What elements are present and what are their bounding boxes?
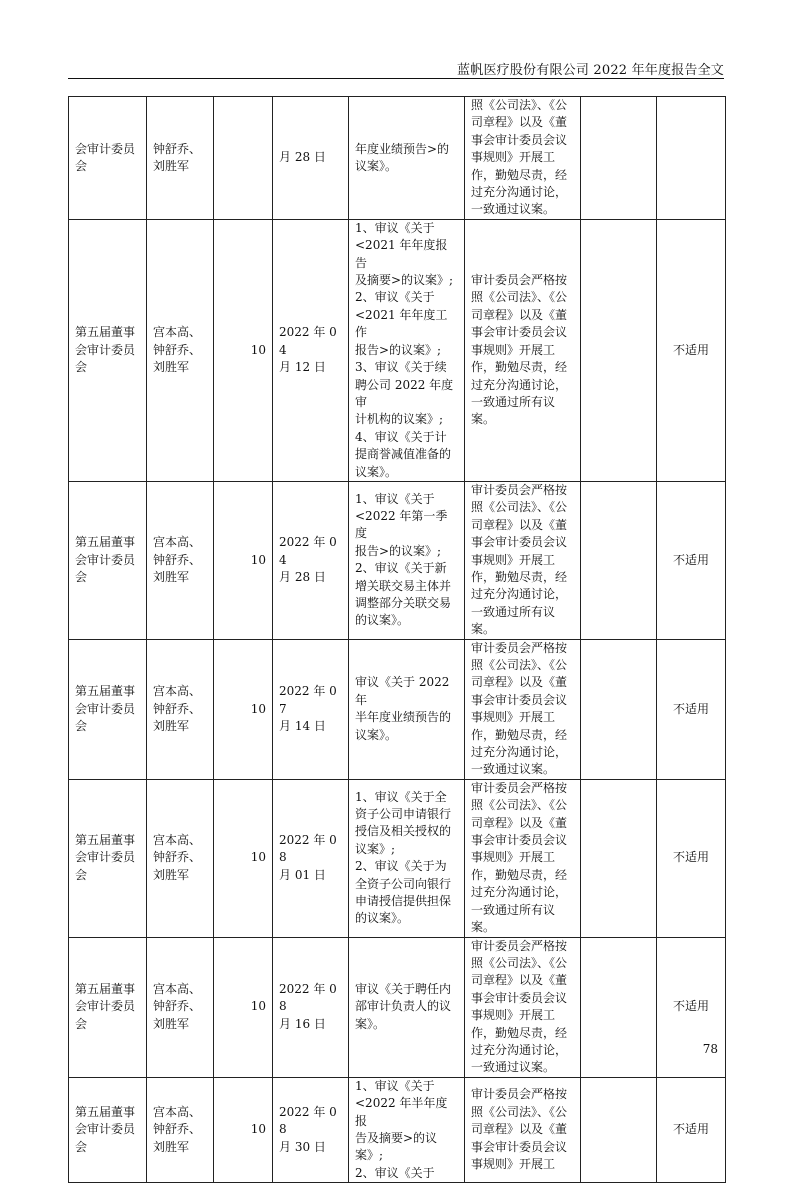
cell-line: 月 28 日 <box>279 150 326 165</box>
cell-line: 审计委员会严格按 <box>471 1087 568 1102</box>
cell-line: 审计委员会严格按 <box>471 780 568 795</box>
cell-line: 照《公司法》、《公 <box>471 500 568 515</box>
cell-line: 事规则》开展工 <box>471 552 556 567</box>
committee-name-cell <box>69 97 147 220</box>
cell-line: 2022 年 08 <box>279 1104 337 1137</box>
cell-line: 3、审议《关于续 <box>355 360 447 375</box>
cell-line: 聘公司 2022 年度审 <box>355 377 454 409</box>
cell-line: 第五届董事 <box>75 325 136 340</box>
cell-line: 过充分沟通讨论， <box>471 1042 568 1057</box>
members-cell <box>147 779 214 937</box>
cell-line: 会审计委员 <box>75 342 136 357</box>
cell-line: 案。 <box>471 622 496 637</box>
cell-line: 照《公司法》、《公 <box>471 658 568 672</box>
committee-name-cell <box>69 1077 147 1182</box>
cell-line: 司章程》以及《董 <box>471 1122 568 1137</box>
cell-line: 的议案》。 <box>355 613 410 628</box>
meeting-count-cell: 10 <box>214 639 273 779</box>
cell-line: 过充分沟通讨论， <box>471 587 568 602</box>
cell-line: <2022 年半年度报 <box>355 1096 448 1128</box>
opinion-cell <box>465 97 581 220</box>
cell-line: 照《公司法》、《公 <box>471 290 568 305</box>
cell-line: 过充分沟通讨论， <box>471 377 568 392</box>
cell-line: 司章程》以及《董 <box>471 815 568 830</box>
cell-line: 月 28 日 <box>279 569 326 584</box>
cell-line: 事规则》开展工 <box>471 1157 556 1172</box>
cell-line: 提商誉减值准备的 <box>355 447 452 462</box>
cell-line: 案。 <box>471 412 496 427</box>
cell-line: 司章程》以及《董 <box>471 307 568 322</box>
cell-line: 事规则》开展工 <box>471 150 556 165</box>
table-row <box>69 219 726 481</box>
cell-line: 会 <box>75 1016 88 1031</box>
cell-line: 作，勤勉尽责，经 <box>471 727 568 742</box>
cell-line: 及摘要>的议案》; <box>355 273 454 288</box>
cell-line: 会审计委员 <box>75 1122 136 1137</box>
cell-line: 照《公司法》、《公 <box>471 1104 568 1119</box>
cell-line: 过充分沟通讨论， <box>471 185 568 200</box>
cell-line: 报告>的议案》; <box>355 342 442 357</box>
cell-line: 1、审议《关于全 <box>355 789 447 804</box>
cell-line: 2022 年 07 <box>279 684 337 716</box>
cell-line: 审计委员会严格按 <box>471 938 568 953</box>
cell-line: 司章程》以及《董 <box>471 675 568 690</box>
cell-line: 会 <box>75 1139 88 1154</box>
meeting-count-cell: 10 <box>214 779 273 937</box>
dissent-cell: 不适用 <box>657 937 726 1077</box>
cell-line: 月 14 日 <box>279 718 326 733</box>
cell-line: 2、审议《关于 <box>355 1165 435 1180</box>
cell-line: 会 <box>75 569 88 584</box>
meeting-count-cell: 10 <box>214 937 273 1077</box>
cell-line: 事会审计委员会议 <box>471 325 568 340</box>
page-number: 78 <box>702 1042 718 1056</box>
cell-line: 2022 年 08 <box>279 982 337 1014</box>
cell-line: 议案》; <box>355 841 396 856</box>
dissent-cell <box>657 97 726 220</box>
cell-line: 事规则》开展工 <box>471 710 556 725</box>
header-divider <box>68 78 724 79</box>
meeting-count-cell <box>214 97 273 220</box>
cell-line: 1、审议《关于 <box>355 1078 435 1093</box>
dissent-cell: 不适用 <box>657 779 726 937</box>
cell-line: 钟舒乔、 <box>153 999 202 1014</box>
cell-line: 事规则》开展工 <box>471 1008 556 1023</box>
cell-line: 第五届董事 <box>75 833 136 848</box>
cell-line: 的议案》。 <box>355 911 410 926</box>
cell-line: 授信及相关授权的 <box>355 824 452 839</box>
cell-line: 钟舒乔、 <box>153 850 202 865</box>
cell-line: 一致通过所有议 <box>471 604 556 619</box>
table-row <box>69 937 726 1077</box>
cell-line: 事会审计委员会议 <box>471 833 568 848</box>
cell-line: 刘胜军 <box>153 867 190 882</box>
cell-line: 会 <box>75 718 88 733</box>
meeting-content-cell <box>349 1077 465 1182</box>
cell-line: 宫本高、 <box>153 833 202 848</box>
cell-line: 宫本高、 <box>153 684 202 699</box>
dissent-cell: 不适用 <box>657 639 726 779</box>
cell-line: 司章程》以及《董 <box>471 973 568 988</box>
other-duties-cell <box>581 1077 657 1182</box>
dissent-cell: 不适用 <box>657 219 726 481</box>
cell-line: 会审计委员 <box>75 999 136 1014</box>
other-duties-cell <box>581 937 657 1077</box>
cell-line: 资子公司申请银行 <box>355 806 452 821</box>
cell-line: 钟舒乔、 <box>153 552 202 567</box>
committee-name-cell <box>69 481 147 639</box>
cell-line: 第五届董事 <box>75 684 136 699</box>
cell-line: <2022 年第一季度 <box>355 509 448 541</box>
meeting-content-cell <box>349 937 465 1077</box>
meeting-content-cell <box>349 639 465 779</box>
cell-line: 年度业绩预告>的 <box>355 141 450 156</box>
cell-line: 申请授信提供担保 <box>355 893 452 908</box>
cell-line: 第五届董事 <box>75 1104 136 1119</box>
meeting-count-cell: 10 <box>214 481 273 639</box>
members-cell <box>147 1077 214 1182</box>
cell-line: 2、审议《关于 <box>355 290 435 305</box>
cell-line: 第五届董事 <box>75 535 136 550</box>
cell-line: 照《公司法》、《公 <box>471 798 568 813</box>
cell-line: 事规则》开展工 <box>471 342 556 357</box>
opinion-cell <box>465 219 581 481</box>
cell-line: 案。 <box>471 920 496 935</box>
cell-line: 宫本高、 <box>153 325 202 340</box>
cell-line: 钟舒乔、 <box>153 1122 202 1137</box>
cell-line: 第五届董事 <box>75 982 136 997</box>
members-cell <box>147 97 214 220</box>
cell-line: 审计委员会严格按 <box>471 640 568 655</box>
cell-line: 照《公司法》、《公 <box>471 98 568 112</box>
cell-line: 一致通过议案。 <box>471 1060 556 1075</box>
cell-line: 作，勤勉尽责，经 <box>471 569 568 584</box>
cell-line: 钟舒乔、 <box>153 141 202 156</box>
cell-line: 2022 年 04 <box>279 535 337 567</box>
cell-line: 刘胜军 <box>153 1016 190 1031</box>
meeting-content-cell <box>349 97 465 220</box>
cell-line: 审计委员会严格按 <box>471 482 568 497</box>
cell-line: 刘胜军 <box>153 158 190 173</box>
cell-line: 作，勤勉尽责，经 <box>471 1025 568 1040</box>
cell-line: 调整部分关联交易 <box>355 596 452 611</box>
cell-line: 月 12 日 <box>279 360 326 375</box>
cell-line: 照《公司法》、《公 <box>471 955 568 970</box>
cell-line: 作，勤勉尽责，经 <box>471 360 568 375</box>
table-row <box>69 639 726 779</box>
table-row <box>69 481 726 639</box>
meeting-date-cell <box>273 779 349 937</box>
cell-line: 一致通过所有议 <box>471 902 556 917</box>
cell-line: 钟舒乔、 <box>153 342 202 357</box>
cell-line: <2021 年年度工作 <box>355 307 448 340</box>
cell-line: 一致通过所有议 <box>471 394 556 409</box>
cell-line: 议案》。 <box>355 727 398 742</box>
members-cell <box>147 937 214 1077</box>
opinion-cell <box>465 779 581 937</box>
opinion-cell <box>465 1077 581 1182</box>
cell-line: 月 01 日 <box>279 867 326 882</box>
cell-line: 审议《关于聘任内 <box>355 982 452 997</box>
cell-line: 1、审议《关于 <box>355 491 435 506</box>
opinion-cell <box>465 937 581 1077</box>
cell-line: 计机构的议案》; <box>355 412 444 427</box>
members-cell <box>147 481 214 639</box>
cell-line: 事会审计委员会议 <box>471 132 568 147</box>
cell-line: 一致通过议案。 <box>471 762 556 777</box>
cell-line: 审计委员会严格按 <box>471 273 568 288</box>
cell-line: 审议《关于 2022 年 <box>355 675 450 707</box>
cell-line: 一致通过议案。 <box>471 202 556 217</box>
dissent-cell: 不适用 <box>657 1077 726 1182</box>
cell-line: 2022 年 08 <box>279 833 337 865</box>
opinion-cell <box>465 481 581 639</box>
cell-line: 事会审计委员会议 <box>471 692 568 707</box>
meeting-date-cell <box>273 97 349 220</box>
meeting-date-cell <box>273 219 349 481</box>
table-row <box>69 779 726 937</box>
cell-line: 2022 年 04 <box>279 325 337 357</box>
cell-line: 议案》。 <box>355 158 398 173</box>
cell-line: 月 16 日 <box>279 1016 326 1031</box>
cell-line: 刘胜军 <box>153 1139 190 1154</box>
dissent-cell: 不适用 <box>657 481 726 639</box>
other-duties-cell <box>581 779 657 937</box>
cell-line: 部审计负责人的议 <box>355 999 452 1014</box>
cell-line: 会审计委员 <box>75 701 136 716</box>
report-header-title: 蓝帆医疗股份有限公司 2022 年年度报告全文 <box>457 63 724 78</box>
cell-line: 议案》。 <box>355 464 398 479</box>
table-row <box>69 1077 726 1182</box>
other-duties-cell <box>581 97 657 220</box>
meeting-count-cell: 10 <box>214 219 273 481</box>
cell-line: 作，勤勉尽责，经 <box>471 167 568 182</box>
members-cell <box>147 639 214 779</box>
cell-line: 增关联交易主体并 <box>355 578 452 593</box>
cell-line: <2021 年年度报告 <box>355 238 448 270</box>
cell-line: 会审计委员 <box>75 141 136 156</box>
members-cell <box>147 219 214 481</box>
committee-name-cell <box>69 937 147 1077</box>
cell-line: 2、审议《关于为 <box>355 859 447 874</box>
cell-line: 司章程》以及《董 <box>471 517 568 532</box>
cell-line: 会 <box>75 867 88 882</box>
other-duties-cell <box>581 219 657 481</box>
cell-line: 事规则》开展工 <box>471 850 556 865</box>
meeting-date-cell <box>273 1077 349 1182</box>
cell-line: 会 <box>75 158 88 173</box>
cell-line: 刘胜军 <box>153 360 190 375</box>
other-duties-cell <box>581 481 657 639</box>
table-row <box>69 97 726 220</box>
cell-line: 会审计委员 <box>75 850 136 865</box>
committee-name-cell <box>69 779 147 937</box>
cell-line: 1、审议《关于 <box>355 220 435 235</box>
meeting-count-cell: 10 <box>214 1077 273 1182</box>
cell-line: 案》。 <box>355 1016 386 1031</box>
opinion-cell <box>465 639 581 779</box>
cell-line: 事会审计委员会议 <box>471 990 568 1005</box>
cell-line: 宫本高、 <box>153 982 202 997</box>
committee-name-cell <box>69 219 147 481</box>
cell-line: 案》; <box>355 1148 384 1163</box>
cell-line: 报告>的议案》; <box>355 543 442 558</box>
cell-line: 宫本高、 <box>153 535 202 550</box>
cell-line: 事会审计委员会议 <box>471 535 568 550</box>
cell-line: 刘胜军 <box>153 718 190 733</box>
committee-name-cell <box>69 639 147 779</box>
cell-line: 过充分沟通讨论， <box>471 745 568 760</box>
cell-line: 告及摘要>的议 <box>355 1130 438 1145</box>
meeting-content-cell <box>349 219 465 481</box>
other-duties-cell <box>581 639 657 779</box>
cell-line: 会审计委员 <box>75 552 136 567</box>
cell-line: 事会审计委员会议 <box>471 1139 568 1154</box>
meeting-date-cell <box>273 639 349 779</box>
cell-line: 司章程》以及《董 <box>471 115 568 130</box>
cell-line: 4、审议《关于计 <box>355 429 447 444</box>
cell-line: 宫本高、 <box>153 1104 202 1119</box>
meeting-date-cell <box>273 937 349 1077</box>
cell-line: 全资子公司向银行 <box>355 876 452 891</box>
cell-line: 过充分沟通讨论， <box>471 885 568 900</box>
cell-line: 作，勤勉尽责，经 <box>471 867 568 882</box>
cell-line: 刘胜军 <box>153 569 190 584</box>
cell-line: 会 <box>75 360 88 375</box>
audit-committee-meetings-table <box>68 96 726 1183</box>
meeting-date-cell <box>273 481 349 639</box>
meeting-content-cell <box>349 481 465 639</box>
cell-line: 钟舒乔、 <box>153 701 202 716</box>
meeting-content-cell <box>349 779 465 937</box>
cell-line: 月 30 日 <box>279 1139 326 1154</box>
cell-line: 半年度业绩预告的 <box>355 710 452 725</box>
cell-line: 2、审议《关于新 <box>355 561 447 576</box>
